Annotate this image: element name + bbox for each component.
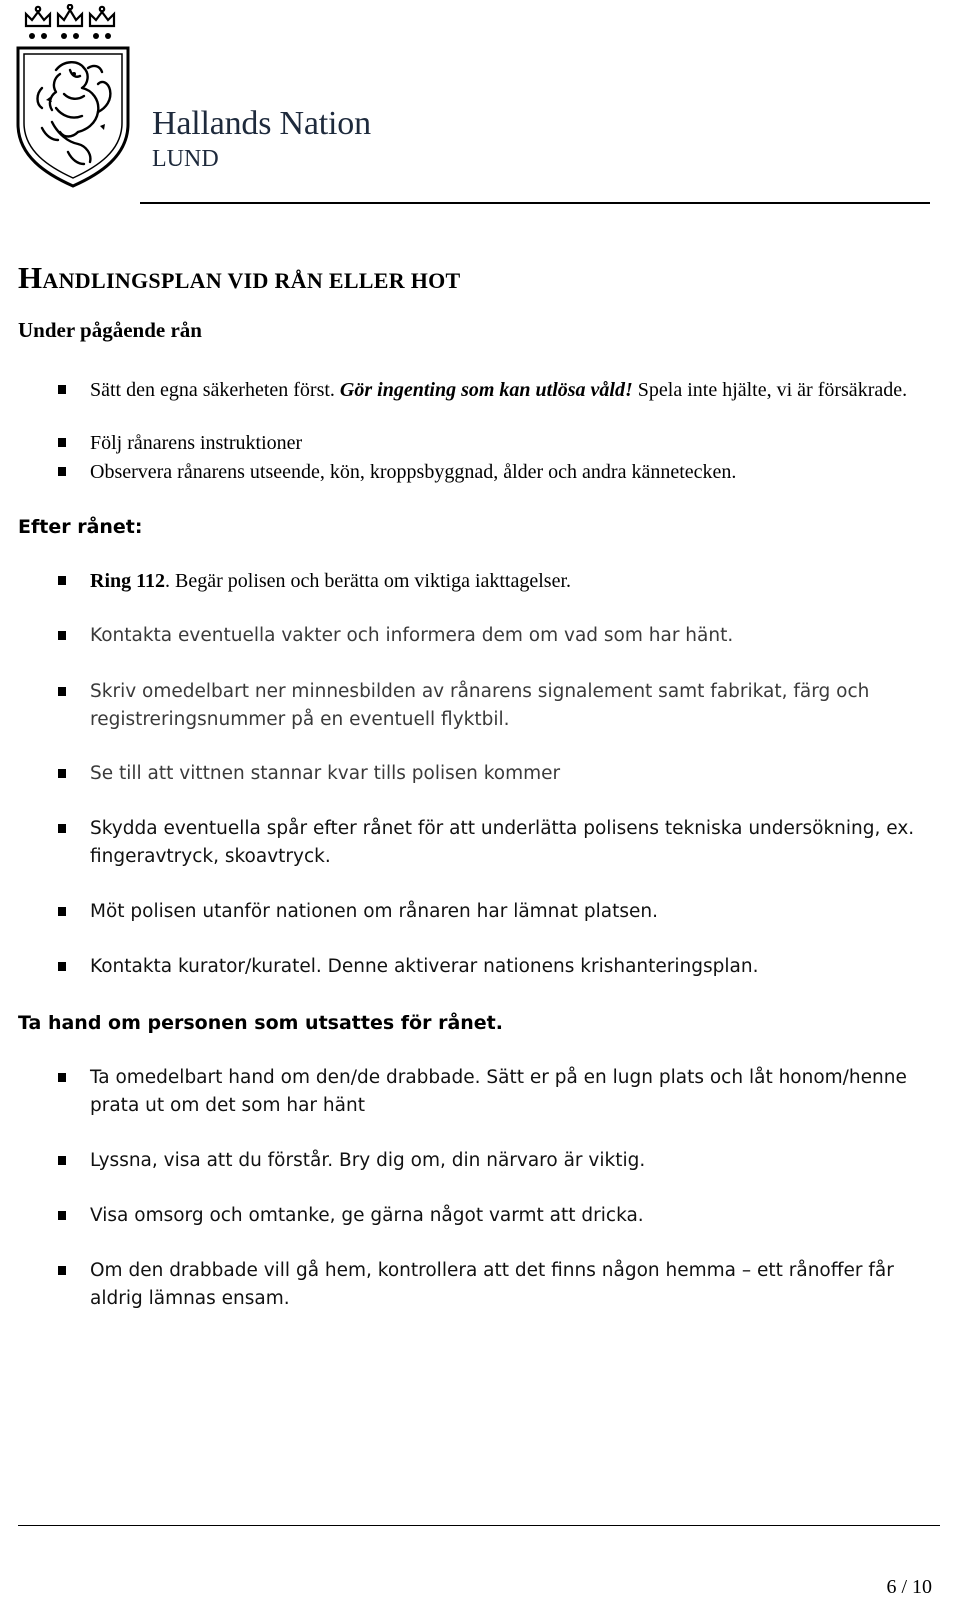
bullet-icon [58, 687, 66, 696]
list-item [58, 1147, 938, 1175]
list-item-text [90, 567, 938, 595]
bullet-icon [58, 576, 66, 585]
list-item-text: Skydda eventuella spår efter rånet för att underlätta polisens tekniska undersökning, ex. fingeravtryck, skoavtryck. [90, 818, 915, 867]
bullet-icon [58, 1211, 66, 1220]
header-divider [140, 202, 930, 204]
list-item-text: Om den drabbade vill gå hem, kontrollera att det finns någon hemma – ett rånoffer får aldrig lämnas ensam. [90, 1260, 894, 1309]
section-heading-care: Ta hand om personen som utsattes för rånet. [18, 1012, 503, 1034]
item-text-strong: Ring 112 [90, 570, 166, 592]
list-item [58, 567, 938, 595]
organization-name: Hallands Nation [152, 105, 371, 142]
list-item [58, 815, 938, 871]
list-item [58, 1202, 938, 1230]
organization-city: LUND [152, 146, 219, 172]
section-heading-after: Efter rånet: [18, 516, 143, 538]
list-item-text [90, 376, 938, 404]
crest-lion-icon [12, 4, 134, 188]
bullet-icon [58, 824, 66, 833]
list-item [58, 898, 938, 926]
bullet-icon [58, 1073, 66, 1082]
bullet-icon [58, 769, 66, 778]
title-initial: H [18, 260, 43, 295]
list-item [58, 376, 938, 404]
list-item-text: Visa omsorg och omtanke, ge gärna något varmt att dricka. [90, 1205, 644, 1226]
list-item-text: Observera rånarens utseende, kön, kroppsbyggnad, ålder och andra kännetecken. [90, 461, 737, 483]
section-heading-during: Under pågående rån [18, 318, 202, 342]
organization-block [152, 104, 371, 174]
footer-divider [18, 1525, 940, 1526]
list-item [58, 622, 938, 650]
list-item [58, 760, 938, 788]
bullet-icon [58, 1266, 66, 1275]
item-text-emphasis: Gör ingenting som kan utlösa våld! [339, 379, 633, 401]
list-item [58, 429, 938, 457]
list-item [58, 1064, 938, 1120]
document-title [18, 258, 461, 301]
item-text-rest: . Begär polisen och berätta om viktiga iakttagelser. [165, 570, 572, 592]
item-text-before: Sätt den egna säkerheten först. [90, 379, 340, 401]
item-text-after: Spela inte hjälte, vi är försäkrade. [632, 379, 908, 401]
bullet-icon [58, 962, 66, 971]
list-item [58, 458, 938, 486]
list-item [58, 1257, 938, 1313]
bullet-icon [58, 438, 66, 447]
list-item-text: Skriv omedelbart ner minnesbilden av rånarens signalement samt fabrikat, färg och registreringsnummer på en eventuell flyktbil. [90, 681, 870, 730]
title-rest: ANDLINGSPLAN VID RÅN ELLER HOT [42, 268, 461, 293]
list-item-text: Kontakta eventuella vakter och informera dem om vad som har hänt. [90, 625, 734, 646]
bullet-icon [58, 1156, 66, 1165]
list-item-text: Följ rånarens instruktioner [90, 432, 303, 454]
list-item [58, 953, 938, 981]
list-item-text: Lyssna, visa att du förstår. Bry dig om, din närvaro är viktig. [90, 1150, 646, 1171]
list-item [58, 678, 938, 734]
bullet-icon [58, 385, 66, 394]
list-item-text: Kontakta kurator/kuratel. Denne aktiverar nationens krishanteringsplan. [90, 956, 759, 977]
bullet-icon [58, 907, 66, 916]
list-item-text: Se till att vittnen stannar kvar tills polisen kommer [90, 763, 561, 784]
list-item-text: Ta omedelbart hand om den/de drabbade. Sätt er på en lugn plats och låt honom/henne prata ut om det som har hänt [90, 1067, 907, 1116]
page-number: 6 / 10 [886, 1576, 932, 1598]
bullet-icon [58, 467, 66, 476]
list-item-text: Möt polisen utanför nationen om rånaren har lämnat platsen. [90, 901, 658, 922]
bullet-icon [58, 631, 66, 640]
